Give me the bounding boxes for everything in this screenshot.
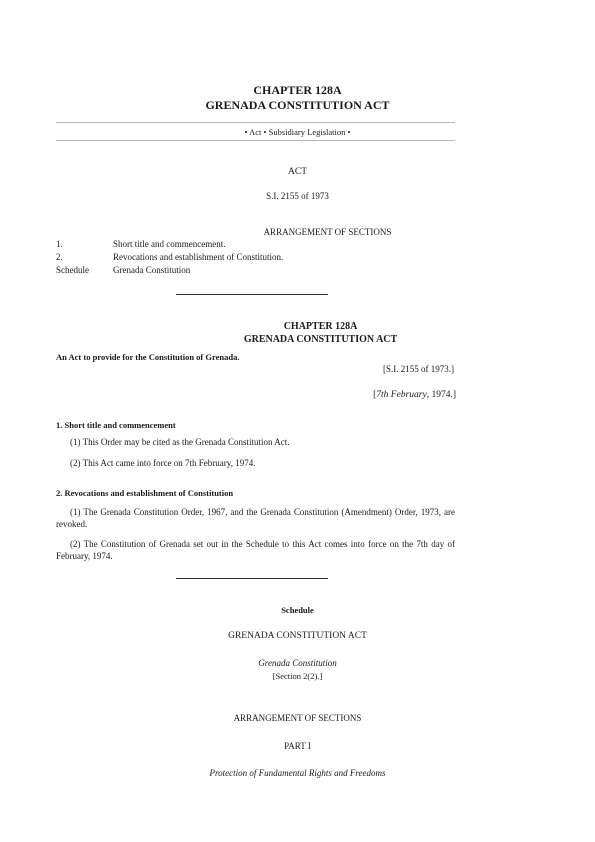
section-heading-2: 2. Revocations and establishment of Constitution: [56, 488, 234, 498]
arrangement-heading: ARRANGEMENT OF SECTIONS: [263, 227, 392, 237]
schedule-arrangement-heading: ARRANGEMENT OF SECTIONS: [233, 713, 362, 723]
section-link[interactable]: Short title and commencement.: [113, 239, 226, 249]
bullet-icon: •: [347, 127, 351, 137]
part-heading: PART I: [284, 741, 311, 751]
section-divider: [176, 578, 328, 579]
date-open: [: [373, 390, 377, 400]
act-heading: ACT: [288, 167, 307, 177]
schedule-act-title: GRENADA CONSTITUTION ACT: [228, 631, 367, 641]
schedule-section-ref: [Section 2(2).]: [272, 671, 323, 681]
date-italic: 7th February: [376, 390, 427, 400]
long-title: An Act to provide for the Constitution of Grenada.: [56, 352, 240, 362]
schedule-subtitle: Grenada Constitution: [258, 658, 337, 668]
bullet-icon: •: [263, 127, 267, 137]
date-rest: , 1974.]: [426, 390, 456, 400]
section-number: Schedule: [56, 265, 89, 275]
si-reference: S.I. 2155 of 1973: [266, 191, 329, 201]
body-chapter-title: CHAPTER 128A: [283, 321, 358, 332]
act-link[interactable]: Act: [249, 127, 262, 137]
section-number: 1.: [56, 239, 63, 249]
divider-top: [56, 122, 455, 123]
bullet-icon: •: [244, 127, 248, 137]
chapter-title: CHAPTER 128A: [253, 83, 342, 97]
section-heading-1: 1. Short title and commencement: [56, 420, 176, 430]
section-divider: [176, 294, 328, 295]
section-link[interactable]: Grenada Constitution: [113, 265, 191, 275]
body-act-title: GRENADA CONSTITUTION ACT: [243, 334, 398, 345]
divider-bottom: [56, 140, 455, 141]
nav-links: [0, 126, 595, 138]
commencement-date: [373, 389, 456, 401]
section-1-para-1: (1) This Order may be cited as the Grenada Constitution Act.: [70, 437, 290, 447]
section-1-para-2: (2) This Act came into force on 7th February, 1974.: [70, 458, 256, 468]
subsidiary-legislation-link[interactable]: Subsidiary Legislation: [268, 127, 346, 137]
section-link[interactable]: Revocations and establishment of Constitution.: [113, 252, 284, 262]
part-title: Protection of Fundamental Rights and Freedoms: [209, 768, 386, 778]
section-number: 2.: [56, 252, 63, 262]
section-2-para-2: (2) The Constitution of Grenada set out in the Schedule to this Act comes into force on the 7th day of February, 1974.: [56, 539, 455, 561]
body-si-reference: [S.I. 2155 of 1973.]: [383, 364, 454, 374]
schedule-heading: Schedule: [281, 605, 314, 615]
act-title: GRENADA CONSTITUTION ACT: [205, 98, 390, 112]
section-2-para-1: (1) The Grenada Constitution Order, 1967, and the Grenada Constitution (Amendment) Order, 1973, are revoked.: [56, 507, 455, 529]
